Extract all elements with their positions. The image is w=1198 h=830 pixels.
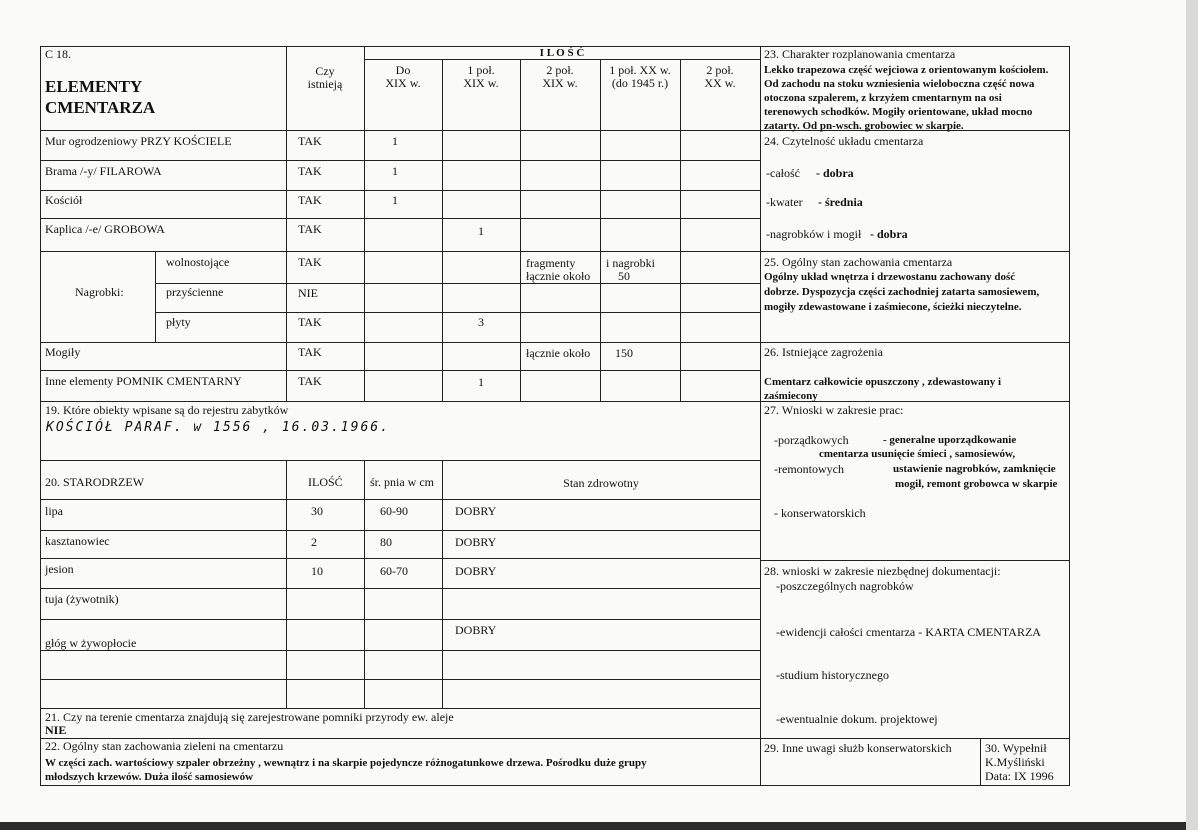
- tree-jesion: jesion: [45, 562, 74, 576]
- tree-jesion-health: DOBRY: [455, 564, 497, 578]
- period-do-xix-2: XIX w.: [385, 76, 421, 90]
- s27-remontowych: -remontowych: [774, 462, 844, 476]
- s27-porz-text-2: cmentarza usunięcie śmieci , samosiewów,: [819, 448, 1016, 460]
- title-line-2: CMENTARZA: [45, 98, 156, 117]
- row-brama-label: Brama /-y/ FILAROWA: [45, 164, 162, 178]
- s25-label: 25. Ogólny stan zachowania cmentarza: [764, 255, 953, 269]
- s23-text-2: Od zachodu na stoku wzniesienia wieloboczna część nowa: [764, 78, 1035, 90]
- s20-header-health: Stan zdrowotny: [563, 476, 639, 490]
- s20-header-name: 20. STARODRZEW: [45, 475, 145, 489]
- s24-calosc-value: - dobra: [816, 166, 854, 180]
- s28-item-1: -poszczególnych nagrobków: [776, 579, 914, 593]
- tree-lipa-diameter: 60-90: [380, 504, 408, 518]
- nagrobki-plyty: płyty: [166, 315, 191, 329]
- s30-name: K.Myśliński: [985, 755, 1045, 769]
- period-do-xix-1: Do: [395, 63, 411, 77]
- s28-item-3: -studium historycznego: [776, 668, 889, 682]
- tree-jesion-count: 10: [311, 564, 323, 578]
- s26-text-2: zaśmiecony: [764, 390, 818, 402]
- s27-konserwatorskich: - konserwatorskich: [774, 506, 866, 520]
- s23-text-1: Lekko trapezowa część wejciowa z orientowanym kościołem.: [764, 64, 1049, 76]
- s28-item-4: -ewentualnie dokum. projektowej: [776, 712, 938, 726]
- nagrobki-i-nagrobki: i nagrobki: [606, 256, 655, 270]
- s19-label: 19. Które obiekty wpisane są do rejestru zabytków: [45, 403, 289, 417]
- s24-calosc: -całość: [766, 166, 800, 180]
- period-2pol-xx-1: 2 poł.: [706, 63, 734, 77]
- row-brama-do-xix: 1: [392, 164, 398, 178]
- s24-nagrobkow: -nagrobków i mogił: [766, 227, 862, 241]
- row-mur-exists: TAK: [298, 134, 322, 148]
- row-mur-label: Mur ogrodzeniowy PRZY KOŚCIELE: [45, 134, 232, 148]
- title-line-1: ELEMENTY: [45, 77, 143, 96]
- row-mogily-lacznie: łącznie około: [526, 346, 591, 360]
- tree-glog: głóg w żywopłocie: [45, 636, 137, 650]
- quantity-header: I L O Ś Ć: [539, 47, 585, 59]
- s22-text-2: młodszych krzewów. Duża ilość samosiewów: [45, 771, 254, 783]
- s20-header-count: ILOŚĆ: [308, 475, 343, 489]
- s21-value: NIE: [45, 723, 67, 737]
- nagrobki-plyty-1pol-xix: 3: [478, 315, 484, 329]
- s26-text-1: Cmentarz całkowicie opuszczony , zdewastowany i: [764, 376, 1002, 388]
- s23-text-4: terenowych schodków. Mogiły orientowane, układ mocno: [764, 106, 1033, 118]
- s23-text-3: otoczona szpalerem, z krzyżem cmentarnym na osi: [764, 92, 1002, 104]
- s23-text-5: zatarty. Od pn-wsch. grobowiec w skarpie.: [764, 120, 964, 132]
- tree-lipa: lipa: [45, 504, 63, 518]
- card-code: C 18.: [45, 47, 72, 61]
- s25-text-2: dobrze. Dyspozycja części zachodniej zatarta samosiewem,: [764, 286, 1040, 298]
- nagrobki-przyscienne-exists: NIE: [298, 286, 318, 300]
- exists-header-2: istnieją: [307, 77, 343, 91]
- row-mur-do-xix: 1: [392, 134, 398, 148]
- row-mogily-exists: TAK: [298, 345, 322, 359]
- s21-label: 21. Czy na terenie cmentarza znajdują się zarejestrowane pomniki przyrody ew. aleje: [45, 710, 454, 724]
- s27-rem-text-1: ustawienie nagrobków, zamknięcie: [893, 463, 1056, 475]
- s30-date: Data: IX 1996: [985, 769, 1054, 783]
- nagrobki-przyscienne: przyścienne: [166, 285, 224, 299]
- row-kaplica-label: Kaplica /-e/ GROBOWA: [45, 222, 165, 236]
- s19-handwritten: KOŚCIÓŁ PARAF. w 1556 , 16.03.1966.: [46, 420, 390, 435]
- nagrobki-wolnostojace: wolnostojące: [166, 255, 230, 269]
- row-kaplica-1pol-xix: 1: [478, 224, 484, 238]
- nagrobki-count-50: 50: [618, 269, 630, 283]
- row-inne-label: Inne elementy POMNIK CMENTARNY: [45, 374, 242, 388]
- period-1pol-xx-1: 1 poł. XX w.: [609, 63, 671, 77]
- s27-porzadkowych: -porządkowych: [774, 433, 849, 447]
- row-mogily-label: Mogiły: [45, 345, 81, 359]
- s25-text-1: Ogólny układ wnętrza i drzewostanu zachowany dość: [764, 271, 1016, 283]
- s20-header-diameter: śr. pnia w cm: [370, 475, 434, 489]
- tree-glog-health: DOBRY: [455, 623, 497, 637]
- period-2pol-xix-2: XIX w.: [542, 76, 578, 90]
- nagrobki-label: Nagrobki:: [75, 285, 124, 299]
- period-1pol-xx-2: (do 1945 r.): [611, 76, 669, 90]
- exists-header-1: Czy: [315, 64, 335, 78]
- period-2pol-xx-2: XX w.: [704, 76, 736, 90]
- row-kosciol-exists: TAK: [298, 193, 322, 207]
- s22-label: 22. Ogólny stan zachowania zieleni na cmentarzu: [45, 739, 284, 753]
- row-brama-exists: TAK: [298, 164, 322, 178]
- nagrobki-plyty-exists: TAK: [298, 315, 322, 329]
- s28-item-2: -ewidencji całości cmentarza - KARTA CMENTARZA: [776, 625, 1041, 639]
- tree-kasztanowiec: kasztanowiec: [45, 534, 110, 548]
- tree-kasztanowiec-count: 2: [311, 535, 317, 549]
- s23-label: 23. Charakter rozplanowania cmentarza: [764, 47, 956, 61]
- row-kosciol-do-xix: 1: [392, 193, 398, 207]
- s24-nagrobkow-value: - dobra: [870, 227, 908, 241]
- tree-lipa-count: 30: [311, 504, 323, 518]
- row-inne-1pol-xix: 1: [478, 375, 484, 389]
- s27-porz-text-1: - generalne uporządkowanie: [883, 434, 1017, 446]
- tree-kasztanowiec-health: DOBRY: [455, 535, 497, 549]
- s26-label: 26. Istniejące zagrożenia: [764, 345, 883, 359]
- period-2pol-xix-1: 2 poł.: [546, 63, 574, 77]
- row-kosciol-label: Kościół: [45, 193, 83, 207]
- nagrobki-fragmenty: fragmenty: [526, 256, 576, 270]
- s27-label: 27. Wnioski w zakresie prac:: [764, 403, 904, 417]
- tree-kasztanowiec-diameter: 80: [380, 535, 392, 549]
- s29-label: 29. Inne uwagi służb konserwatorskich: [764, 741, 952, 755]
- nagrobki-lacznie: łącznie około: [526, 269, 591, 283]
- s24-label: 24. Czytelność układu cmentarza: [764, 134, 924, 148]
- s30-label: 30. Wypełnił: [985, 741, 1047, 755]
- tree-jesion-diameter: 60-70: [380, 564, 408, 578]
- tree-lipa-health: DOBRY: [455, 504, 497, 518]
- tree-tuja: tuja (żywotnik): [45, 592, 119, 606]
- row-mogily-count: 150: [615, 346, 633, 360]
- row-kaplica-exists: TAK: [298, 222, 322, 236]
- period-1pol-xix-1: 1 poł.: [467, 63, 495, 77]
- nagrobki-wolnostojace-exists: TAK: [298, 255, 322, 269]
- s28-label: 28. wnioski w zakresie niezbędnej dokumentacji:: [764, 564, 1001, 578]
- s22-text-1: W części zach. wartościowy szpaler obrzeżny , wewnątrz i na skarpie pojedyncze różnogatunkowe drzewa. Pośrodku duże grupy: [45, 757, 647, 769]
- s24-kwater-value: - średnia: [818, 195, 863, 209]
- period-1pol-xix-2: XIX w.: [463, 76, 499, 90]
- s24-kwater: -kwater: [766, 195, 803, 209]
- s27-rem-text-2: mogił, remont grobowca w skarpie: [895, 478, 1058, 490]
- s25-text-3: mogiły zdewastowane i zaśmiecone, ścieżki nieczytelne.: [764, 301, 1022, 313]
- row-inne-exists: TAK: [298, 374, 322, 388]
